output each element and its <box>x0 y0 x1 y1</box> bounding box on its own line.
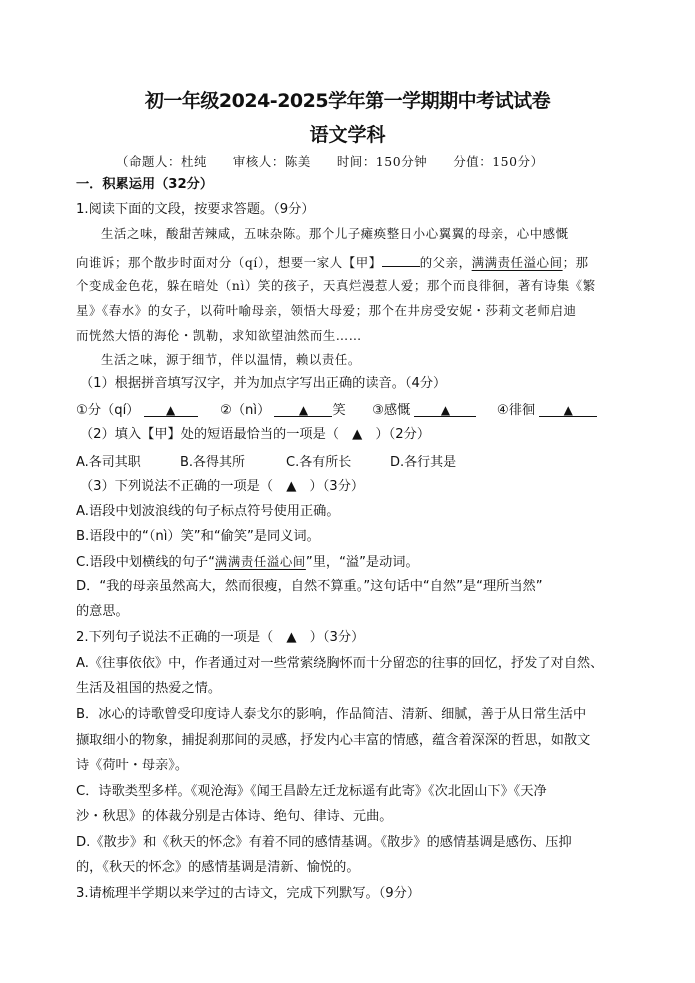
exam-subject: 语文学科 <box>309 124 386 146</box>
q1-sub3-b: B.语段中的“（nì）笑”和“偷笑”是同义词。 <box>76 529 320 544</box>
passage-line-1: 生活之味，酸甜苦辣咸，五味杂陈。那个儿子瘫痪整日小心翼翼的母亲，心中感慨 <box>101 226 569 241</box>
q1-sub3-stem: （3）下列说法不正确的一项是（ ▲ ）（3分） <box>80 479 365 494</box>
option-d[interactable]: D.各行其是 <box>390 455 457 470</box>
q1-sub3-d-line2: 的意思。 <box>76 604 129 619</box>
item-1-label: ①分（qí） <box>76 403 140 418</box>
q2-a-line1: A.《往事依依》中，作者通过对一些常萦绕胸怀而十分留恋的往事的回忆，抒发了对自然、 <box>76 656 604 671</box>
blank-jia[interactable] <box>382 250 420 267</box>
answer-blank-1[interactable]: ▲ <box>144 400 198 417</box>
q2-b-line3: 诗《荷叶・母亲》。 <box>76 758 189 773</box>
q2-b-line2: 撷取细小的物象，捕捉刹那间的灵感，抒发内心丰富的情感，蕴含着深深的哲思，如散文 <box>76 733 591 748</box>
item-4-label: ④徘徊 <box>496 403 536 418</box>
answer-blank-2[interactable]: ▲ <box>274 400 332 417</box>
passage-line-2b: 的父亲， <box>419 255 472 270</box>
option-b[interactable]: B.各得其所 <box>180 455 246 470</box>
q1-sub3-d-line1: D．“我的母亲虽然高大，然而很瘦，自然不算重。”这句话中“自然”是“理所当然” <box>76 579 543 594</box>
item-2-label: ②（nì） <box>220 403 271 418</box>
q2-d-line2: 的，《秋天的怀念》的感情基调是清新、愉悦的。 <box>76 860 360 875</box>
option-a[interactable]: A.各司其职 <box>76 455 141 470</box>
question-1-stem: 1.阅读下面的文段，按要求答题。（9分） <box>76 202 315 217</box>
passage-line-2 <box>76 250 633 273</box>
item-3-label: ③感慨 <box>372 403 411 418</box>
underlined-sentence: 满满责任溢心间 <box>471 255 563 270</box>
q2-a-line2: 生活及祖国的热爱之情。 <box>76 681 222 696</box>
passage-line-5: 而恍然大悟的海伦・凯勒，求知欲望油然而生…… <box>76 328 362 343</box>
exam-meta: （命题人：杜纯 审核人：陈美 时间：150分钟 分值：150分） <box>116 154 544 169</box>
exam-title: 初一年级2024-2025学年第一学期期中考试试卷 <box>144 90 551 112</box>
answer-blank-3[interactable]: ▲ <box>414 400 476 417</box>
q2-c-line2: 沙・秋思》的体裁分别是古体诗、绝句、律诗、元曲。 <box>76 809 393 824</box>
passage-line-3: 个变成金色花，躲在暗处（nì）笑的孩子，天真烂漫惹人爱；那个而良徘徊，著有诗集《繁 <box>76 278 596 293</box>
answer-blank-4[interactable]: ▲ <box>539 400 597 417</box>
q1-sub3-a: A.语段中划波浪线的句子标点符号使用正确。 <box>76 504 340 519</box>
q2-d-line1: D.《散步》和《秋天的怀念》有着不同的感情基调。《散步》的感情基调是感伤、压抑 <box>76 835 572 850</box>
q2-c-line1: C．诗歌类型多样。《观沧海》《闻王昌龄左迁龙标遥有此寄》《次北固山下》《天净 <box>76 784 547 799</box>
question-2-stem: 2.下列句子说法不正确的一项是（ ▲ ）（3分） <box>76 630 365 645</box>
passage-line-4: 星》《春水》的女子，以荷叶喻母亲，领悟大母爱；那个在井房受安妮・莎莉文老师启迪 <box>76 303 577 318</box>
option-c[interactable]: C.各有所长 <box>286 455 352 470</box>
item-2-suffix: 笑 <box>332 403 346 418</box>
passage-line-2a: 向谁诉；那个散步时面对分（qí），想要一家人【甲】 <box>76 255 382 270</box>
q1-sub2-stem: （2）填入【甲】处的短语最恰当的一项是（ ▲ ）（2分） <box>80 427 431 442</box>
passage-line-6: 生活之味，源于细节，伴以温情，赖以责任。 <box>101 352 361 367</box>
question-3-stem: 3.请梳理半学期以来学过的古诗文，完成下列默写。（9分） <box>76 886 421 901</box>
q1-sub3-c: C.语段中划横线的句子“满满责任溢心间”里，“溢”是动词。 <box>76 554 419 570</box>
q1-sub1-items <box>76 400 633 421</box>
section-heading: 一．积累运用（32分） <box>76 177 214 192</box>
q1-sub1-stem: （1）根据拼音填写汉字，并为加点字写出正确的读音。（4分） <box>80 376 447 391</box>
q2-b-line1: B．冰心的诗歌曾受印度诗人泰戈尔的影响，作品简洁、清新、细腻，善于从日常生活中 <box>76 707 587 722</box>
passage-line-2d: ；那 <box>562 255 589 270</box>
